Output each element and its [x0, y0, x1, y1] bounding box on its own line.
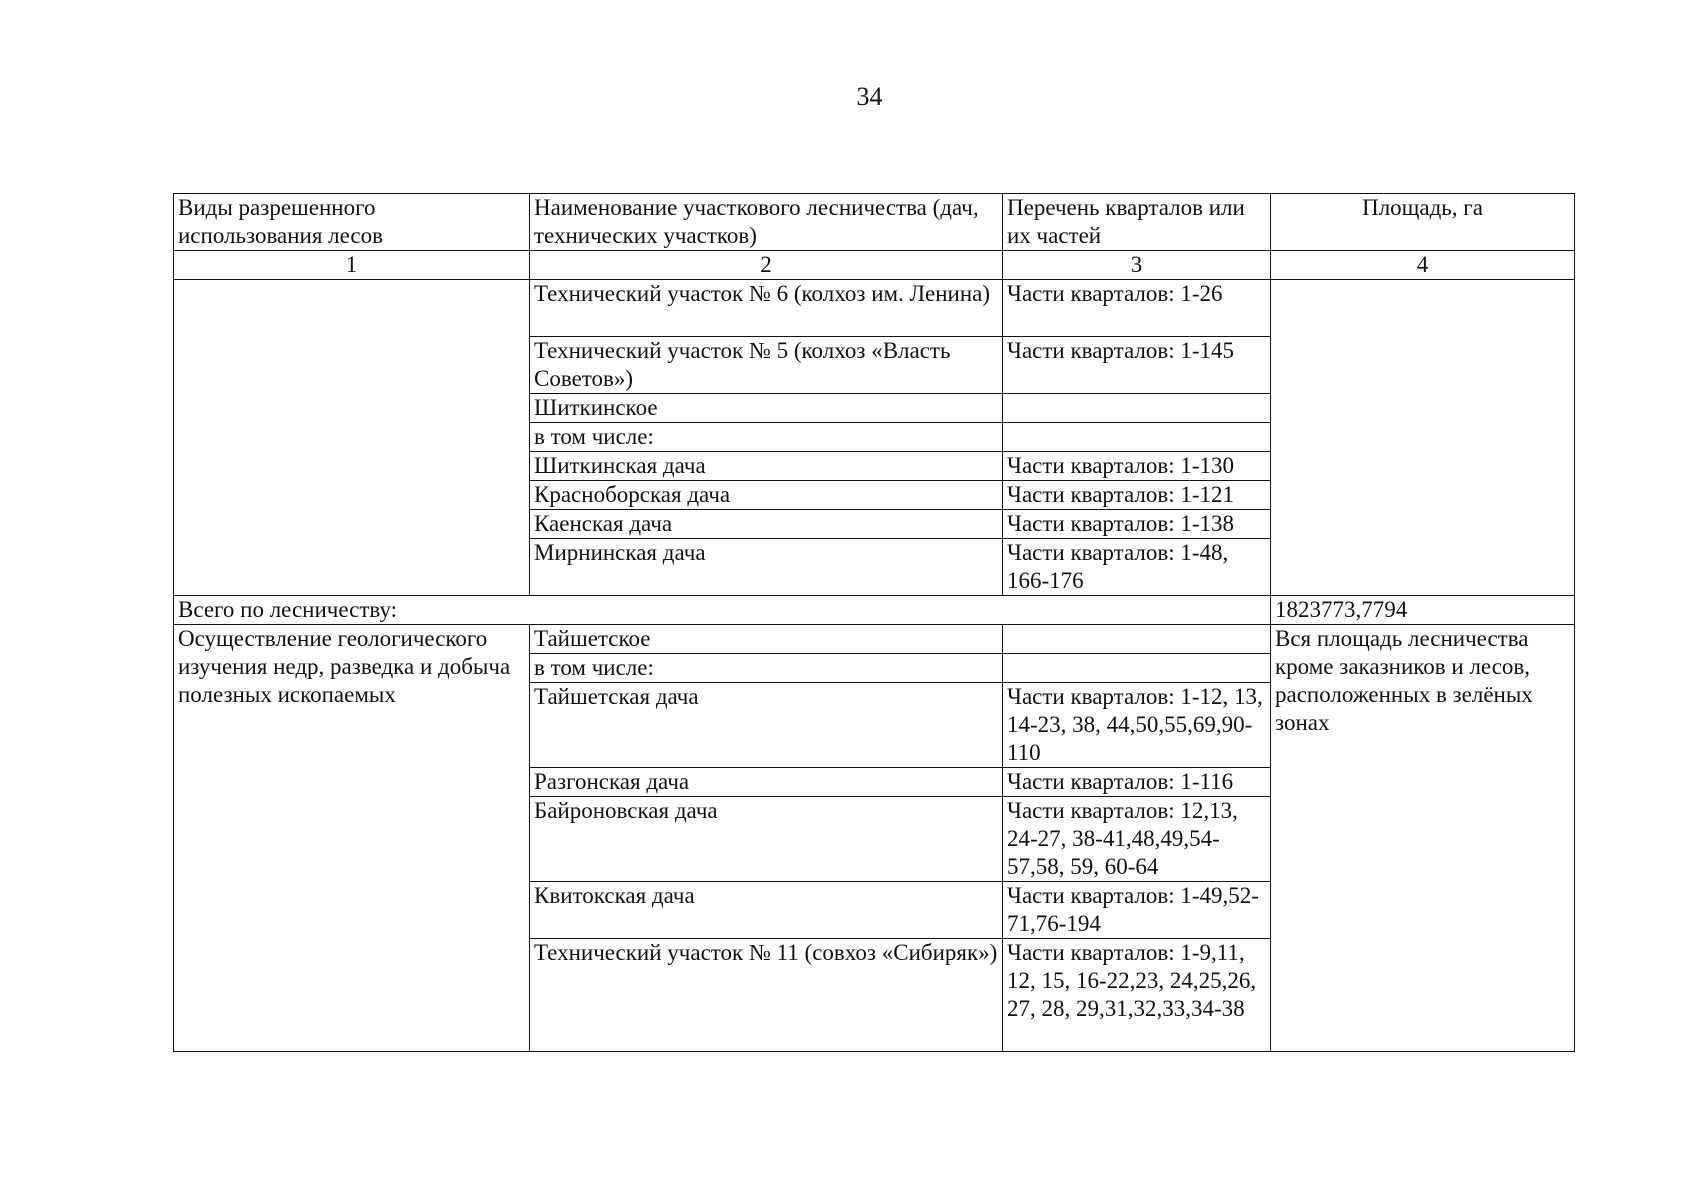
column-number-row [174, 251, 1575, 280]
header-cell-forestry-name: Наименование участкового лесничества (дач, технических участков) [530, 194, 1003, 251]
quarters-cell [1003, 423, 1271, 452]
table-header-row [174, 194, 1575, 251]
header-cell-use-type: Виды разрешенного использования лесов [174, 194, 530, 251]
quarters-cell [1003, 625, 1271, 654]
page-number: 34 [856, 82, 883, 111]
column-number: 2 [530, 251, 1003, 280]
forestry-name-cell: Технический участок № 5 (колхоз «Власть Советов») [530, 337, 1003, 394]
header-cell-area: Площадь, га [1271, 194, 1575, 251]
forestry-name-cell: Технический участок № 11 (совхоз «Сибиряк») [530, 939, 1003, 1052]
column-number: 1 [174, 251, 530, 280]
column-number: 4 [1271, 251, 1575, 280]
forestry-table [173, 193, 1575, 1052]
quarters-cell: Части кварталов: 1-12, 13, 14-23, 38, 44,50,55,69,90-110 [1003, 683, 1271, 768]
forestry-name-cell: Шиткинская дача [530, 452, 1003, 481]
total-label: Всего по лесничеству: [174, 596, 1271, 625]
forestry-name-cell: Красноборская дача [530, 481, 1003, 510]
forestry-name-cell: Шиткинское [530, 394, 1003, 423]
forestry-name-cell: Мирнинская дача [530, 539, 1003, 596]
quarters-cell: Части кварталов: 1-116 [1003, 768, 1271, 797]
area-cell: Вся площадь лесничества кроме заказников и лесов, расположенных в зелёных зонах [1271, 625, 1575, 1052]
quarters-cell: Части кварталов: 1-130 [1003, 452, 1271, 481]
forestry-name-cell: Технический участок № 6 (колхоз им. Ленина) [530, 280, 1003, 337]
use-type-cell: Осуществление геологического изучения недр, разведка и добыча полезных ископаемых [174, 625, 530, 1052]
quarters-cell: Части кварталов: 1-138 [1003, 510, 1271, 539]
quarters-cell: Части кварталов: 12,13, 24-27, 38-41,48,49,54-57,58, 59, 60-64 [1003, 797, 1271, 882]
use-type-cell-empty [174, 280, 530, 596]
quarters-cell: Части кварталов: 1-49,52-71,76-194 [1003, 882, 1271, 939]
forestry-name-cell: в том числе: [530, 654, 1003, 683]
forestry-name-cell: Байроновская дача [530, 797, 1003, 882]
quarters-cell [1003, 654, 1271, 683]
column-number: 3 [1003, 251, 1271, 280]
forestry-name-cell: Квитокская дача [530, 882, 1003, 939]
total-row [174, 596, 1575, 625]
forestry-name-cell: Тайшетская дача [530, 683, 1003, 768]
quarters-cell: Части кварталов: 1-9,11, 12, 15, 16-22,23, 24,25,26, 27, 28, 29,31,32,33,34-38 [1003, 939, 1271, 1052]
quarters-cell: Части кварталов: 1-26 [1003, 280, 1271, 337]
forestry-name-cell: в том числе: [530, 423, 1003, 452]
area-cell-empty [1271, 280, 1575, 596]
forestry-name-cell: Каенская дача [530, 510, 1003, 539]
table-row [174, 625, 1575, 654]
forestry-name-cell: Разгонская дача [530, 768, 1003, 797]
quarters-cell: Части кварталов: 1-145 [1003, 337, 1271, 394]
forestry-name-cell: Тайшетское [530, 625, 1003, 654]
table-row [174, 280, 1575, 337]
total-value: 1823773,7794 [1271, 596, 1575, 625]
quarters-cell: Части кварталов: 1-121 [1003, 481, 1271, 510]
quarters-cell: Части кварталов: 1-48, 166-176 [1003, 539, 1271, 596]
header-cell-quarters: Перечень кварталов или их частей [1003, 194, 1271, 251]
quarters-cell [1003, 394, 1271, 423]
